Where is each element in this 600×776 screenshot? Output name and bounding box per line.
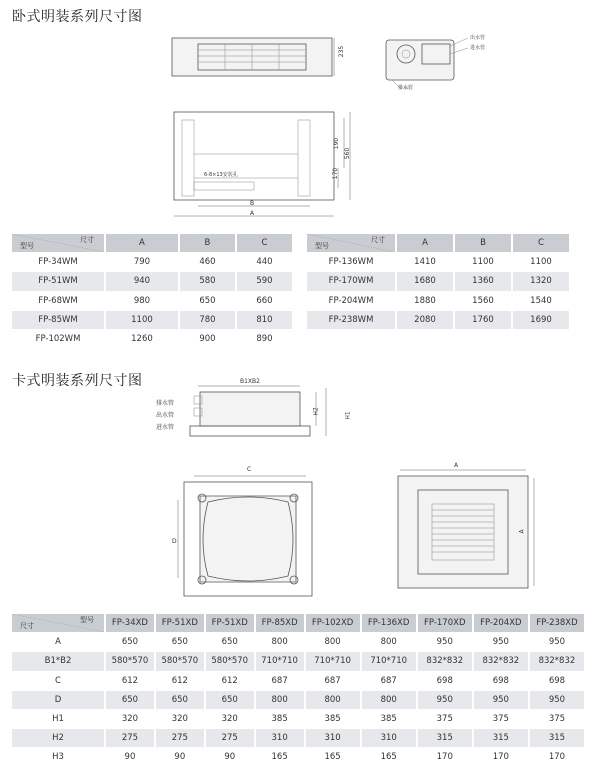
table-cell: 980	[106, 292, 180, 311]
table-cell: H3	[12, 748, 106, 767]
table-cell	[513, 330, 571, 349]
table-cell: FP-34WM	[12, 253, 106, 272]
table-cell: 1560	[455, 292, 513, 311]
table-cell: 590	[237, 272, 294, 291]
dim-label-190: 190	[333, 137, 341, 150]
table-cell: 1320	[513, 272, 571, 291]
table-cell: 90	[206, 748, 256, 767]
table-cell: 275	[106, 729, 156, 748]
table-cell: H1	[12, 710, 106, 729]
table-row	[12, 292, 294, 311]
text-label: 型号	[80, 616, 94, 624]
pipe-label-outlet: 出水管	[156, 412, 175, 419]
table-cell: 810	[237, 311, 294, 330]
table-cell: 90	[156, 748, 206, 767]
table-cell: FP-68WM	[12, 292, 106, 311]
table-cell: 1360	[455, 272, 513, 291]
table-cell: 170	[530, 748, 586, 767]
table-row	[307, 253, 571, 272]
table-cell: 1880	[397, 292, 455, 311]
table-cell: A	[397, 234, 455, 253]
dim-label-h2: H2	[312, 407, 320, 416]
dim-label-d: D	[172, 538, 177, 545]
table-cell: C	[513, 234, 571, 253]
wm-spec-table-left	[12, 234, 294, 349]
pipe-label-outlet: 出水管	[470, 35, 486, 41]
table-cell: 650	[106, 633, 156, 652]
table-cell: 1100	[513, 253, 571, 272]
table-cell: B	[180, 234, 237, 253]
table-row	[12, 330, 294, 349]
table-cell: FP-204WM	[307, 292, 397, 311]
table-cell: 950	[418, 691, 474, 710]
dim-label-holes: 6-8×13安装孔	[204, 172, 238, 178]
table-cell: FP-51XD	[206, 614, 256, 633]
table-cell: 650	[156, 691, 206, 710]
table-cell: B1*B2	[12, 652, 106, 671]
table-cell: 2080	[397, 311, 455, 330]
horizontal-unit-plan-drawing	[168, 108, 358, 228]
table-cell: 710*710	[256, 652, 306, 671]
table-cell	[397, 330, 455, 349]
table-cell: 800	[306, 633, 362, 652]
table-cell: FP-51XD	[156, 614, 206, 633]
table-cell: 580*570	[206, 652, 256, 671]
dim-label-235: 235	[338, 45, 346, 58]
table-cell: FP-34XD	[106, 614, 156, 633]
table-cell: 800	[306, 691, 362, 710]
table-cell: 385	[306, 710, 362, 729]
table-cell: 687	[362, 672, 418, 691]
table-row	[12, 633, 586, 652]
table-cell: 1690	[513, 311, 571, 330]
table-cell: 1100	[455, 253, 513, 272]
table-cell: 310	[362, 729, 418, 748]
table-cell: 1260	[106, 330, 180, 349]
dim-label-B: B	[250, 200, 255, 207]
table-cell: FP-136XD	[362, 614, 418, 633]
table-cell: FP-102WM	[12, 330, 106, 349]
table-cell: 950	[530, 633, 586, 652]
table-row	[307, 330, 571, 349]
table-cell: 790	[106, 253, 180, 272]
table-cell: 440	[237, 253, 294, 272]
table-cell: 950	[474, 633, 530, 652]
table-header-row	[12, 614, 586, 633]
table-cell: 320	[156, 710, 206, 729]
table-cell: 800	[256, 633, 306, 652]
table-cell: 165	[306, 748, 362, 767]
table-cell: 780	[180, 311, 237, 330]
table-cell: 710*710	[306, 652, 362, 671]
table-cell: 1410	[397, 253, 455, 272]
table-cell: 650	[106, 691, 156, 710]
text-label: 尺寸	[371, 236, 385, 244]
table-cell: 710*710	[362, 652, 418, 671]
table-cell: 940	[106, 272, 180, 291]
table-cell: B	[455, 234, 513, 253]
table-cell: 320	[206, 710, 256, 729]
pipe-label-inlet: 进水管	[156, 424, 175, 431]
table-cell: H2	[12, 729, 106, 748]
table-cell: 687	[256, 672, 306, 691]
table-cell: 170	[418, 748, 474, 767]
table-cell: 375	[530, 710, 586, 729]
table-cell: FP-85WM	[12, 311, 106, 330]
table-cell: 1100	[106, 311, 180, 330]
table-cell: C	[237, 234, 294, 253]
table-cell: 165	[362, 748, 418, 767]
table-cell: 698	[418, 672, 474, 691]
table-cell: 385	[362, 710, 418, 729]
table-cell: 1680	[397, 272, 455, 291]
dim-label-170: 170	[332, 167, 340, 180]
table-row	[307, 311, 571, 330]
table-cell: 660	[237, 292, 294, 311]
dim-label-c: C	[247, 466, 252, 473]
table-cell: 90	[106, 748, 156, 767]
dim-label-A: A	[250, 210, 255, 217]
table-cell: 950	[474, 691, 530, 710]
table-cell: C	[12, 672, 106, 691]
table-row	[12, 691, 586, 710]
table-row	[307, 272, 571, 291]
table-cell: 650	[156, 633, 206, 652]
table-cell: 950	[530, 691, 586, 710]
table-cell: 375	[474, 710, 530, 729]
table-cell	[455, 330, 513, 349]
pipe-label-drain: 排水管	[156, 400, 175, 407]
table-cell: 612	[106, 672, 156, 691]
table-cell: 612	[156, 672, 206, 691]
dim-label-a-top: A	[454, 462, 459, 469]
section-title-horizontal: 卧式明装系列尺寸图	[12, 9, 143, 25]
text-label: 尺寸	[80, 236, 94, 244]
table-cell: 460	[180, 253, 237, 272]
table-cell: 687	[306, 672, 362, 691]
table-cell: 800	[256, 691, 306, 710]
table-cell: 315	[474, 729, 530, 748]
table-row	[307, 292, 571, 311]
table-cell: 320	[106, 710, 156, 729]
table-cell: 310	[256, 729, 306, 748]
table-cell: 580*570	[156, 652, 206, 671]
table-row	[12, 311, 294, 330]
table-row	[12, 748, 586, 767]
text-label: 尺寸	[20, 622, 34, 631]
table-cell: 612	[206, 672, 256, 691]
table-cell: D	[12, 691, 106, 710]
pipe-label-inlet: 进水管	[470, 45, 486, 51]
table-cell: 580	[180, 272, 237, 291]
table-cell: A	[106, 234, 180, 253]
table-cell: FP-238WM	[307, 311, 397, 330]
cassette-side-drawing	[150, 378, 360, 450]
table-row	[12, 729, 586, 748]
table-cell: 900	[180, 330, 237, 349]
table-cell: FP-102XD	[306, 614, 362, 633]
table-cell: 165	[256, 748, 306, 767]
table-row	[12, 272, 294, 291]
table-cell: FP-51WM	[12, 272, 106, 291]
cassette-frame-drawing	[170, 470, 320, 600]
table-cell: 650	[206, 633, 256, 652]
table-cell: 275	[156, 729, 206, 748]
section-title-cassette: 卡式明装系列尺寸图	[12, 373, 143, 389]
text-label: 型号	[315, 242, 329, 251]
table-cell: 800	[362, 691, 418, 710]
table-header-row	[307, 234, 571, 253]
table-cell: A	[12, 633, 106, 652]
xd-spec-table	[12, 614, 586, 768]
table-cell: 650	[180, 292, 237, 311]
table-cell: 800	[362, 633, 418, 652]
table-cell: FP-136WM	[307, 253, 397, 272]
table-cell: 832*832	[530, 652, 586, 671]
horizontal-unit-front-drawing	[168, 36, 338, 80]
table-cell: FP-170XD	[418, 614, 474, 633]
table-cell: 275	[206, 729, 256, 748]
table-cell: 950	[418, 633, 474, 652]
table-cell: FP-238XD	[530, 614, 586, 633]
table-cell: 170	[474, 748, 530, 767]
table-cell	[307, 330, 397, 349]
dim-label-560: 560	[344, 147, 352, 160]
wm-spec-table-right	[307, 234, 571, 349]
table-cell: 315	[530, 729, 586, 748]
table-cell: 698	[474, 672, 530, 691]
table-cell: 315	[418, 729, 474, 748]
dim-label-h1: H1	[344, 411, 352, 420]
table-cell: 310	[306, 729, 362, 748]
table-row	[12, 672, 586, 691]
table-row	[12, 710, 586, 729]
table-cell: 698	[530, 672, 586, 691]
table-cell: FP-85XD	[256, 614, 306, 633]
table-cell: 832*832	[418, 652, 474, 671]
table-cell: 890	[237, 330, 294, 349]
table-cell: 650	[206, 691, 256, 710]
table-cell: 1540	[513, 292, 571, 311]
pipe-label-drain: 排水管	[398, 85, 414, 91]
table-header-row	[12, 234, 294, 253]
table-cell: FP-204XD	[474, 614, 530, 633]
table-cell: 385	[256, 710, 306, 729]
table-cell: FP-170WM	[307, 272, 397, 291]
table-cell: 1760	[455, 311, 513, 330]
table-cell: 375	[418, 710, 474, 729]
dim-label-a-side: A	[518, 529, 526, 534]
table-row	[12, 652, 586, 671]
dim-label-b1b2: B1XB2	[240, 378, 260, 385]
table-cell: 832*832	[474, 652, 530, 671]
table-row	[12, 253, 294, 272]
text-label: 型号	[20, 242, 34, 251]
table-cell: 580*570	[106, 652, 156, 671]
